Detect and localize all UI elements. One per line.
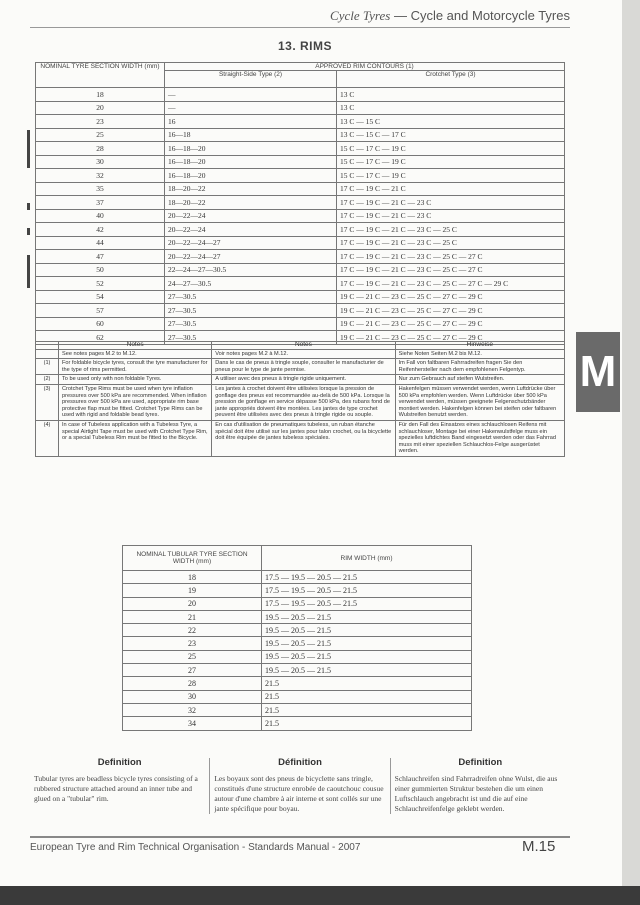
table-row xyxy=(36,142,565,156)
tyre-width-cell: 35 xyxy=(36,182,165,196)
note-row xyxy=(36,384,565,420)
straight-side-cell: 16—18 xyxy=(165,128,337,142)
definition-title: Definition xyxy=(97,757,142,768)
tyre-width-cell: 28 xyxy=(36,142,165,156)
note-row xyxy=(36,375,565,385)
tubular-rim-table xyxy=(122,545,472,731)
tubular-width-cell: 34 xyxy=(123,717,262,730)
rim-width-cell: 19.5 — 20.5 — 21.5 xyxy=(262,664,472,677)
scanner-bottom-edge xyxy=(0,886,640,905)
tubular-width-cell: 20 xyxy=(123,597,262,610)
header-section: Cycle Tyres xyxy=(330,8,391,23)
note-en: To be used only with non foldable Tyres. xyxy=(59,375,212,385)
change-bar xyxy=(27,130,30,168)
note-de: Für den Fall des Einsatzes eines schlauchlosen Reifens mit schlauchloser, Montage bei einer Hakenwulstfelge muss ein spezielles luftdichtes Band eingesetzt werden oder das Fahrrad muss mit einer speziellen Schlauchlos-Felge ausgerüstet werden. xyxy=(395,420,564,456)
note-de: Siehe Noten Seiten M.2 bis M.12. xyxy=(395,349,564,359)
tubular-width-cell: 19 xyxy=(123,584,262,597)
note-number: (4) xyxy=(36,420,59,456)
table-row xyxy=(123,597,472,610)
col-header-straight-side: Straight-Side Type (2) xyxy=(165,71,337,88)
table-row xyxy=(36,209,565,223)
straight-side-cell: — xyxy=(165,88,337,102)
change-bar xyxy=(27,203,30,210)
definition-text: Schlauchreifen sind Fahrradreifen ohne Wulst, die aus einer gummierten Struktur bestehen die um einen Luftschlauch angebracht ist und die auf eine Schlauchreifenfelge geklebt werden. xyxy=(394,774,558,813)
straight-side-cell: 27—30.5 xyxy=(165,317,337,331)
tyre-width-cell: 37 xyxy=(36,196,165,210)
straight-side-cell: 20—22—24—27 xyxy=(165,236,337,250)
table-row xyxy=(123,650,472,663)
tyre-width-cell: 42 xyxy=(36,223,165,237)
notes-header-fr: Notes xyxy=(212,342,395,350)
table-row xyxy=(36,263,565,277)
straight-side-cell: 18—20—22 xyxy=(165,182,337,196)
crotchet-cell: 15 C — 17 C — 19 C xyxy=(337,169,565,183)
table-row xyxy=(36,88,565,102)
tyre-width-cell: 62 xyxy=(36,331,165,345)
straight-side-cell: 16—18—20 xyxy=(165,169,337,183)
crotchet-cell: 19 C — 21 C — 23 C — 25 C — 27 C — 29 C xyxy=(337,304,565,318)
table-row xyxy=(36,196,565,210)
rim-width-cell: 21.5 xyxy=(262,690,472,703)
col-header-rim-contours: APPROVED RIM CONTOURS (1) xyxy=(165,63,565,71)
note-number: (1) xyxy=(36,359,59,375)
note-en: In case of Tubeless application with a Tubeless Tyre, a special Airtight Tape must be used with Crotchet Type Rim, or a special Tubeless Rim must be fitted to the Bicycle. xyxy=(59,420,212,456)
col-header-tyre-width: NOMINAL TYRE SECTION WIDTH (mm) xyxy=(36,63,165,88)
straight-side-cell: 16—18—20 xyxy=(165,142,337,156)
tubular-width-cell: 23 xyxy=(123,637,262,650)
col-header-crotchet: Crotchet Type (3) xyxy=(337,71,565,88)
tubular-width-cell: 32 xyxy=(123,703,262,716)
table-row xyxy=(36,128,565,142)
note-de: Nur zum Gebrauch auf steifen Wulstreifen. xyxy=(395,375,564,385)
crotchet-cell: 15 C — 17 C — 19 C xyxy=(337,155,565,169)
header-subject: — Cycle and Motorcycle Tyres xyxy=(393,8,570,23)
definition-text: Les boyaux sont des pneus de bicyclette sans tringle, constitués d'une structure enrobée de caoutchouc cousue autour d'une chambre à air interne et sont collés sur une jante spécifique pour boyau. xyxy=(214,774,384,813)
crotchet-cell: 17 C — 19 C — 21 C — 23 C — 25 C — 27 C — 29 C xyxy=(337,277,565,291)
note-en: Crotchet Type Rims must be used when tyre inflation pressures over 500 kPa are recommended. When inflation pressures over 500 kPa are used, appropriate rim base protective flap must be fitted. Crotchet Type Rims can be used with rigid and foldable bead tyres. xyxy=(59,384,212,420)
note-fr: Voir notes pages M.2 à M.12. xyxy=(212,349,395,359)
tyre-width-cell: 40 xyxy=(36,209,165,223)
crotchet-cell: 17 C — 19 C — 21 C — 23 C — 25 C — 27 C xyxy=(337,263,565,277)
note-row xyxy=(36,349,565,359)
straight-side-cell: 27—30.5 xyxy=(165,304,337,318)
crotchet-cell: 19 C — 21 C — 23 C — 25 C — 27 C — 29 C xyxy=(337,317,565,331)
note-fr: En cas d'utilisation de pneumatiques tubeless, un ruban étanche spécial doit être utilisé sur les jantes pour talon crochet, ou la bicyclette doit être équipée de jantes tubeless spéciales. xyxy=(212,420,395,456)
note-de: Im Fall von faltbaren Fahrradreifen fragen Sie den Reifenhersteller nach dem empfohlenen Felgentyp. xyxy=(395,359,564,375)
crotchet-cell: 17 C — 19 C — 21 C — 23 C — 25 C xyxy=(337,236,565,250)
crotchet-cell: 19 C — 21 C — 23 C — 25 C — 27 C — 29 C xyxy=(337,290,565,304)
tyre-width-cell: 25 xyxy=(36,128,165,142)
notes-header-de: Hinweise xyxy=(395,342,564,350)
straight-side-cell: 20—22—24—27 xyxy=(165,250,337,264)
tubular-width-cell: 28 xyxy=(123,677,262,690)
footer-text: European Tyre and Rim Technical Organisation - Standards Manual - 2007 xyxy=(30,842,361,853)
rim-width-cell: 21.5 xyxy=(262,717,472,730)
tubular-width-cell: 18 xyxy=(123,571,262,584)
table-row xyxy=(36,277,565,291)
tyre-width-cell: 50 xyxy=(36,263,165,277)
running-header xyxy=(330,8,570,24)
note-fr: Les jantes à crochet doivent être utilisées lorsque la pression de gonflage des pneus est recommandée au-delà de 500 kPa. Lorsque la pression de gonflage en service dépasse 500 kPa, des rubans fond de jante appropriés doivent être montées. Les jantes de type crochet peuvent être utilisées avec des pneus à tringle rigide ou souple. xyxy=(212,384,395,420)
table-row xyxy=(123,624,472,637)
crotchet-cell: 17 C — 19 C — 21 C — 23 C xyxy=(337,196,565,210)
tyre-width-cell: 44 xyxy=(36,236,165,250)
table-row xyxy=(36,250,565,264)
definition-fr xyxy=(209,758,389,814)
col-header-tubular-width: NOMINAL TUBULAR TYRE SECTION WIDTH (mm) xyxy=(123,546,262,571)
tyre-width-cell: 52 xyxy=(36,277,165,291)
table-row xyxy=(36,223,565,237)
rim-width-cell: 17.5 — 19.5 — 20.5 — 21.5 xyxy=(262,584,472,597)
table-row xyxy=(123,584,472,597)
tyre-width-cell: 30 xyxy=(36,155,165,169)
table-row xyxy=(36,155,565,169)
note-row xyxy=(36,359,565,375)
change-bar xyxy=(27,228,30,235)
notes-table xyxy=(35,341,565,457)
page-number: M.15 xyxy=(522,838,556,855)
crotchet-cell: 19 C — 21 C — 23 C — 25 C — 27 C — 29 C xyxy=(337,331,565,345)
note-de: Hakenfelgen müssen verwendet werden, wenn Luftdrücke über 500 kPa empfohlen werden. Wenn Luftdrücke über 500 kPa verwendet werden, müssen geeignete Felgenschutzbänder montiert werden. Hakenfelgen können bei steifen oder faltbaren Wulstreifen benutzt werden. xyxy=(395,384,564,420)
straight-side-cell: 20—22—24 xyxy=(165,209,337,223)
rim-width-cell: 21.5 xyxy=(262,703,472,716)
definition-text: Tubular tyres are beadless bicycle tyres consisting of a rubbered structure attached around an inner tube and glued on a "tubular" rim. xyxy=(34,774,198,803)
page-edge-shadow xyxy=(622,0,640,905)
straight-side-cell: — xyxy=(165,101,337,115)
note-number: (2) xyxy=(36,375,59,385)
table-row xyxy=(123,664,472,677)
tyre-width-cell: 54 xyxy=(36,290,165,304)
tubular-width-cell: 21 xyxy=(123,610,262,623)
straight-side-cell: 18—20—22 xyxy=(165,196,337,210)
tyre-width-cell: 47 xyxy=(36,250,165,264)
table-row xyxy=(36,182,565,196)
table-row xyxy=(123,677,472,690)
table-row xyxy=(36,236,565,250)
table-row xyxy=(36,115,565,129)
straight-side-cell: 24—27—30.5 xyxy=(165,277,337,291)
straight-side-cell: 16—18—20 xyxy=(165,155,337,169)
note-en: See notes pages M.2 to M.12. xyxy=(59,349,212,359)
rim-width-cell: 19.5 — 20.5 — 21.5 xyxy=(262,650,472,663)
definition-title: Definition xyxy=(458,757,503,768)
rim-width-cell: 19.5 — 20.5 — 21.5 xyxy=(262,610,472,623)
change-bar xyxy=(27,255,30,288)
tyre-width-cell: 32 xyxy=(36,169,165,183)
rim-width-cell: 21.5 xyxy=(262,677,472,690)
section-tab-m: M xyxy=(576,332,620,412)
table-row xyxy=(36,317,565,331)
table-row xyxy=(123,717,472,730)
note-number xyxy=(36,349,59,359)
table-row xyxy=(123,690,472,703)
definition-en xyxy=(30,758,209,814)
table-row xyxy=(123,571,472,584)
footer-rule xyxy=(30,836,570,838)
rims-table xyxy=(35,62,565,345)
table-row xyxy=(123,610,472,623)
note-row xyxy=(36,420,565,456)
crotchet-cell: 17 C — 19 C — 21 C xyxy=(337,182,565,196)
note-number: (3) xyxy=(36,384,59,420)
definition-title: Définition xyxy=(278,757,322,768)
tyre-width-cell: 23 xyxy=(36,115,165,129)
rim-width-cell: 19.5 — 20.5 — 21.5 xyxy=(262,624,472,637)
crotchet-cell: 13 C xyxy=(337,101,565,115)
notes-header-en: Notes xyxy=(59,342,212,350)
rim-width-cell: 19.5 — 20.5 — 21.5 xyxy=(262,637,472,650)
tubular-width-cell: 27 xyxy=(123,664,262,677)
tyre-width-cell: 57 xyxy=(36,304,165,318)
tubular-width-cell: 30 xyxy=(123,690,262,703)
col-header-rim-width: RIM WIDTH (mm) xyxy=(262,546,472,571)
table-row xyxy=(36,304,565,318)
straight-side-cell: 27—30.5 xyxy=(165,290,337,304)
note-en: For foldable bicycle tyres, consult the tyre manufacturer for the type of rims permitted. xyxy=(59,359,212,375)
note-fr: A utiliser avec des pneus à tringle rigide uniquement. xyxy=(212,375,395,385)
rim-width-cell: 17.5 — 19.5 — 20.5 — 21.5 xyxy=(262,597,472,610)
definition-de xyxy=(390,758,570,814)
table-row xyxy=(123,637,472,650)
crotchet-cell: 17 C — 19 C — 21 C — 23 C — 25 C — 27 C xyxy=(337,250,565,264)
crotchet-cell: 13 C — 15 C xyxy=(337,115,565,129)
crotchet-cell: 15 C — 17 C — 19 C xyxy=(337,142,565,156)
crotchet-cell: 17 C — 19 C — 21 C — 23 C — 25 C xyxy=(337,223,565,237)
definitions xyxy=(30,758,570,814)
tubular-width-cell: 22 xyxy=(123,624,262,637)
crotchet-cell: 13 C xyxy=(337,88,565,102)
crotchet-cell: 13 C — 15 C — 17 C xyxy=(337,128,565,142)
tubular-width-cell: 25 xyxy=(123,650,262,663)
rim-width-cell: 17.5 — 19.5 — 20.5 — 21.5 xyxy=(262,571,472,584)
tyre-width-cell: 60 xyxy=(36,317,165,331)
straight-side-cell: 20—22—24 xyxy=(165,223,337,237)
straight-side-cell: 22—24—27—30.5 xyxy=(165,263,337,277)
page-title: 13. RIMS xyxy=(277,39,332,53)
straight-side-cell: 27—30.5 xyxy=(165,331,337,345)
tyre-width-cell: 18 xyxy=(36,88,165,102)
table-row xyxy=(36,101,565,115)
table-row xyxy=(36,169,565,183)
straight-side-cell: 16 xyxy=(165,115,337,129)
table-row xyxy=(36,290,565,304)
header-rule xyxy=(30,27,570,28)
tyre-width-cell: 20 xyxy=(36,101,165,115)
table-row xyxy=(123,703,472,716)
crotchet-cell: 17 C — 19 C — 21 C — 23 C xyxy=(337,209,565,223)
note-fr: Dans le cas de pneus à tringle souple, consulter le manufacturier de pneus pour le type de jante permise. xyxy=(212,359,395,375)
